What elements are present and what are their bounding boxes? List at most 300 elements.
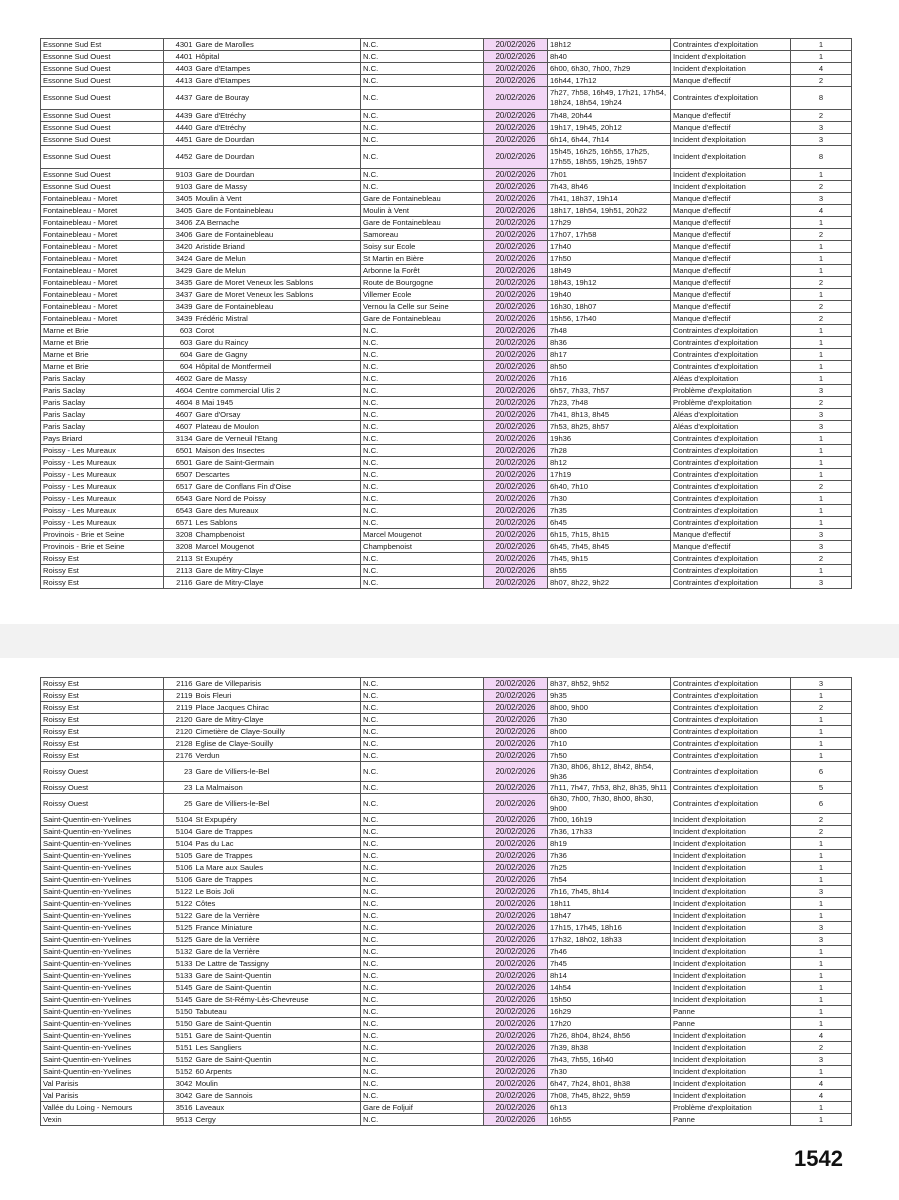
reason-cell: Incident d'exploitation	[671, 994, 791, 1006]
date-cell: 20/02/2026	[484, 690, 548, 702]
table-row	[41, 433, 852, 445]
line-number-cell: 5133	[164, 970, 194, 982]
departure-times-cell: 7h10	[548, 738, 671, 750]
date-cell: 20/02/2026	[484, 277, 548, 289]
count-cell: 4	[791, 1090, 852, 1102]
date-cell: 20/02/2026	[484, 301, 548, 313]
destination-cell: Samoreau	[361, 229, 484, 241]
count-cell: 3	[791, 577, 852, 589]
destination-cell: N.C.	[361, 122, 484, 134]
count-cell: 2	[791, 110, 852, 122]
stop-cell: Gare de Bouray	[194, 87, 361, 110]
date-cell: 20/02/2026	[484, 289, 548, 301]
reason-cell: Contraintes d'exploitation	[671, 714, 791, 726]
stop-cell: St Exupéry	[194, 553, 361, 565]
reason-cell: Incident d'exploitation	[671, 1054, 791, 1066]
table-body	[41, 39, 852, 589]
count-cell: 4	[791, 1078, 852, 1090]
stop-cell: Gare de Saint-Quentin	[194, 1054, 361, 1066]
table-row	[41, 361, 852, 373]
destination-cell: N.C.	[361, 421, 484, 433]
reason-cell: Contraintes d'exploitation	[671, 702, 791, 714]
line-number-cell: 4413	[164, 75, 194, 87]
network-cell: Roissy Est	[41, 750, 164, 762]
destination-cell: N.C.	[361, 469, 484, 481]
departure-times-cell: 17h40	[548, 241, 671, 253]
stop-cell: Gare de la Verrière	[194, 910, 361, 922]
reason-cell: Manque d'effectif	[671, 253, 791, 265]
table-row	[41, 982, 852, 994]
stop-cell: Côtes	[194, 898, 361, 910]
reason-cell: Manque d'effectif	[671, 289, 791, 301]
destination-cell: N.C.	[361, 958, 484, 970]
stop-cell: Gare d'Etréchy	[194, 110, 361, 122]
date-cell: 20/02/2026	[484, 181, 548, 193]
date-cell: 20/02/2026	[484, 910, 548, 922]
date-cell: 20/02/2026	[484, 51, 548, 63]
destination-cell: N.C.	[361, 169, 484, 181]
stop-cell: Moulin	[194, 1078, 361, 1090]
line-number-cell: 6507	[164, 469, 194, 481]
destination-cell: N.C.	[361, 1030, 484, 1042]
count-cell: 2	[791, 397, 852, 409]
date-cell: 20/02/2026	[484, 898, 548, 910]
stop-cell: Hôpital de Montfermeil	[194, 361, 361, 373]
reason-cell: Problème d'exploitation	[671, 385, 791, 397]
date-cell: 20/02/2026	[484, 577, 548, 589]
departure-times-cell: 7h46	[548, 946, 671, 958]
stop-cell: Les Sangliers	[194, 1042, 361, 1054]
line-number-cell: 2113	[164, 553, 194, 565]
reason-cell: Contraintes d'exploitation	[671, 577, 791, 589]
network-cell: Poissy - Les Mureaux	[41, 517, 164, 529]
date-cell: 20/02/2026	[484, 122, 548, 134]
departure-times-cell: 18h11	[548, 898, 671, 910]
date-cell: 20/02/2026	[484, 762, 548, 782]
reason-cell: Contraintes d'exploitation	[671, 361, 791, 373]
reason-cell: Contraintes d'exploitation	[671, 517, 791, 529]
line-number-cell: 3042	[164, 1090, 194, 1102]
stop-cell: Gare de Massy	[194, 373, 361, 385]
departure-times-cell: 8h07, 8h22, 9h22	[548, 577, 671, 589]
destination-cell: N.C.	[361, 457, 484, 469]
network-cell: Poissy - Les Mureaux	[41, 457, 164, 469]
reason-cell: Incident d'exploitation	[671, 934, 791, 946]
date-cell: 20/02/2026	[484, 702, 548, 714]
date-cell: 20/02/2026	[484, 1090, 548, 1102]
table-row	[41, 1114, 852, 1126]
network-cell: Saint-Quentin-en-Yvelines	[41, 994, 164, 1006]
count-cell: 2	[791, 181, 852, 193]
table-row	[41, 1030, 852, 1042]
table-row	[41, 122, 852, 134]
network-cell: Saint-Quentin-en-Yvelines	[41, 982, 164, 994]
count-cell: 3	[791, 134, 852, 146]
table-row	[41, 529, 852, 541]
table-row	[41, 110, 852, 122]
destination-cell: N.C.	[361, 134, 484, 146]
count-cell: 1	[791, 1102, 852, 1114]
line-number-cell: 2176	[164, 750, 194, 762]
reason-cell: Contraintes d'exploitation	[671, 553, 791, 565]
reason-cell: Contraintes d'exploitation	[671, 445, 791, 457]
table-row	[41, 289, 852, 301]
departure-times-cell: 18h43, 19h12	[548, 277, 671, 289]
departure-times-cell: 7h54	[548, 874, 671, 886]
stop-cell: ZA Bernache	[194, 217, 361, 229]
line-number-cell: 5125	[164, 934, 194, 946]
departure-times-cell: 17h50	[548, 253, 671, 265]
table-row	[41, 750, 852, 762]
date-cell: 20/02/2026	[484, 726, 548, 738]
departure-times-cell: 7h00, 16h19	[548, 814, 671, 826]
departure-times-cell: 7h41, 18h37, 19h14	[548, 193, 671, 205]
count-cell: 1	[791, 874, 852, 886]
date-cell: 20/02/2026	[484, 457, 548, 469]
date-cell: 20/02/2026	[484, 922, 548, 934]
departure-times-cell: 8h00, 9h00	[548, 702, 671, 714]
departure-times-cell: 7h50	[548, 750, 671, 762]
network-cell: Essonne Sud Ouest	[41, 169, 164, 181]
count-cell: 6	[791, 794, 852, 814]
date-cell: 20/02/2026	[484, 146, 548, 169]
departure-times-cell: 7h30, 8h06, 8h12, 8h42, 8h54, 9h36	[548, 762, 671, 782]
table-row	[41, 63, 852, 75]
table-row	[41, 946, 852, 958]
date-cell: 20/02/2026	[484, 481, 548, 493]
count-cell: 1	[791, 457, 852, 469]
stop-cell: Centre commercial Ulis 2	[194, 385, 361, 397]
network-cell: Pays Briard	[41, 433, 164, 445]
table-row	[41, 349, 852, 361]
reason-cell: Incident d'exploitation	[671, 982, 791, 994]
destination-cell: Champbenoist	[361, 541, 484, 553]
document-page-2	[0, 658, 899, 1200]
departure-times-cell: 17h19	[548, 469, 671, 481]
date-cell: 20/02/2026	[484, 714, 548, 726]
stop-cell: Aristide Briand	[194, 241, 361, 253]
line-number-cell: 3406	[164, 229, 194, 241]
table-row	[41, 409, 852, 421]
line-number-cell: 5150	[164, 1006, 194, 1018]
date-cell: 20/02/2026	[484, 469, 548, 481]
destination-cell: N.C.	[361, 886, 484, 898]
table-row	[41, 1066, 852, 1078]
departure-times-cell: 7h39, 8h38	[548, 1042, 671, 1054]
count-cell: 1	[791, 325, 852, 337]
departure-times-cell: 6h40, 7h10	[548, 481, 671, 493]
destination-cell: N.C.	[361, 898, 484, 910]
departure-times-cell: 7h53, 8h25, 8h57	[548, 421, 671, 433]
date-cell: 20/02/2026	[484, 678, 548, 690]
date-cell: 20/02/2026	[484, 349, 548, 361]
line-number-cell: 6571	[164, 517, 194, 529]
reason-cell: Contraintes d'exploitation	[671, 726, 791, 738]
date-cell: 20/02/2026	[484, 862, 548, 874]
date-cell: 20/02/2026	[484, 385, 548, 397]
table-row	[41, 726, 852, 738]
table-row	[41, 1006, 852, 1018]
count-cell: 1	[791, 265, 852, 277]
count-cell: 1	[791, 469, 852, 481]
departure-times-cell: 6h00, 6h30, 7h00, 7h29	[548, 63, 671, 75]
destination-cell: N.C.	[361, 349, 484, 361]
table-row	[41, 313, 852, 325]
reason-cell: Incident d'exploitation	[671, 850, 791, 862]
stop-cell: Gare du Raincy	[194, 337, 361, 349]
date-cell: 20/02/2026	[484, 373, 548, 385]
count-cell: 6	[791, 762, 852, 782]
departure-times-cell: 7h41, 8h13, 8h45	[548, 409, 671, 421]
table-row	[41, 517, 852, 529]
stop-cell: Gare de Dourdan	[194, 169, 361, 181]
line-number-cell: 5151	[164, 1030, 194, 1042]
network-cell: Saint-Quentin-en-Yvelines	[41, 1018, 164, 1030]
departure-times-cell: 6h15, 7h15, 8h15	[548, 529, 671, 541]
count-cell: 1	[791, 750, 852, 762]
stop-cell: Gare de St-Rémy-Lès-Chevreuse	[194, 994, 361, 1006]
line-number-cell: 5106	[164, 862, 194, 874]
network-cell: Fontainebleau - Moret	[41, 253, 164, 265]
departure-times-cell: 7h23, 7h48	[548, 397, 671, 409]
destination-cell: N.C.	[361, 738, 484, 750]
line-number-cell: 3406	[164, 217, 194, 229]
table-row	[41, 169, 852, 181]
table-row	[41, 794, 852, 814]
table-row	[41, 738, 852, 750]
network-cell: Fontainebleau - Moret	[41, 289, 164, 301]
line-number-cell: 4452	[164, 146, 194, 169]
table-row	[41, 505, 852, 517]
table-row	[41, 862, 852, 874]
reason-cell: Incident d'exploitation	[671, 814, 791, 826]
reason-cell: Contraintes d'exploitation	[671, 433, 791, 445]
date-cell: 20/02/2026	[484, 205, 548, 217]
table-row	[41, 241, 852, 253]
reason-cell: Incident d'exploitation	[671, 874, 791, 886]
destination-cell: N.C.	[361, 1114, 484, 1126]
departure-times-cell: 6h45, 7h45, 8h45	[548, 541, 671, 553]
departure-times-cell: 7h11, 7h47, 7h53, 8h2, 8h35, 9h11	[548, 782, 671, 794]
destination-cell: N.C.	[361, 361, 484, 373]
table-row	[41, 886, 852, 898]
table-row	[41, 970, 852, 982]
network-cell: Fontainebleau - Moret	[41, 217, 164, 229]
stop-cell: Gare de Melun	[194, 253, 361, 265]
network-cell: Saint-Quentin-en-Yvelines	[41, 946, 164, 958]
table-row	[41, 481, 852, 493]
count-cell: 1	[791, 714, 852, 726]
departure-times-cell: 7h01	[548, 169, 671, 181]
stop-cell: Gare de Trappes	[194, 826, 361, 838]
departure-times-cell: 9h35	[548, 690, 671, 702]
date-cell: 20/02/2026	[484, 313, 548, 325]
table-row	[41, 301, 852, 313]
departure-times-cell: 19h17, 19h45, 20h12	[548, 122, 671, 134]
destination-cell: N.C.	[361, 1006, 484, 1018]
date-cell: 20/02/2026	[484, 1054, 548, 1066]
departure-times-cell: 7h16	[548, 373, 671, 385]
departure-times-cell: 7h48, 20h44	[548, 110, 671, 122]
table-row	[41, 469, 852, 481]
network-cell: Fontainebleau - Moret	[41, 229, 164, 241]
count-cell: 2	[791, 229, 852, 241]
date-cell: 20/02/2026	[484, 794, 548, 814]
destination-cell: N.C.	[361, 1090, 484, 1102]
departure-times-cell: 18h47	[548, 910, 671, 922]
reason-cell: Manque d'effectif	[671, 75, 791, 87]
network-cell: Saint-Quentin-en-Yvelines	[41, 898, 164, 910]
destination-cell: N.C.	[361, 826, 484, 838]
departure-times-cell: 7h43, 7h55, 16h40	[548, 1054, 671, 1066]
count-cell: 1	[791, 910, 852, 922]
network-cell: Roissy Est	[41, 577, 164, 589]
date-cell: 20/02/2026	[484, 75, 548, 87]
network-cell: Fontainebleau - Moret	[41, 193, 164, 205]
reason-cell: Incident d'exploitation	[671, 838, 791, 850]
destination-cell: N.C.	[361, 838, 484, 850]
departure-times-cell: 16h44, 17h12	[548, 75, 671, 87]
table-row	[41, 87, 852, 110]
table-row	[41, 193, 852, 205]
network-cell: Fontainebleau - Moret	[41, 265, 164, 277]
stop-cell: Descartes	[194, 469, 361, 481]
date-cell: 20/02/2026	[484, 361, 548, 373]
reason-cell: Contraintes d'exploitation	[671, 457, 791, 469]
count-cell: 1	[791, 982, 852, 994]
destination-cell: N.C.	[361, 850, 484, 862]
departure-times-cell: 7h45	[548, 958, 671, 970]
date-cell: 20/02/2026	[484, 565, 548, 577]
count-cell: 1	[791, 493, 852, 505]
network-cell: Marne et Brie	[41, 361, 164, 373]
departure-times-cell: 19h36	[548, 433, 671, 445]
stop-cell: Gare de Sannois	[194, 1090, 361, 1102]
departure-times-cell: 8h36	[548, 337, 671, 349]
departure-times-cell: 8h19	[548, 838, 671, 850]
departure-times-cell: 17h20	[548, 1018, 671, 1030]
date-cell: 20/02/2026	[484, 970, 548, 982]
reason-cell: Incident d'exploitation	[671, 958, 791, 970]
destination-cell: N.C.	[361, 373, 484, 385]
table-row	[41, 39, 852, 51]
stop-cell: Tabuteau	[194, 1006, 361, 1018]
stop-cell: Le Bois Joli	[194, 886, 361, 898]
destination-cell: N.C.	[361, 1054, 484, 1066]
destination-cell: N.C.	[361, 505, 484, 517]
count-cell: 2	[791, 481, 852, 493]
destination-cell: N.C.	[361, 678, 484, 690]
reason-cell: Contraintes d'exploitation	[671, 762, 791, 782]
network-cell: Marne et Brie	[41, 337, 164, 349]
destination-cell: N.C.	[361, 51, 484, 63]
line-number-cell: 604	[164, 349, 194, 361]
count-cell: 1	[791, 946, 852, 958]
stop-cell: Laveaux	[194, 1102, 361, 1114]
line-number-cell: 9513	[164, 1114, 194, 1126]
destination-cell: N.C.	[361, 553, 484, 565]
destination-cell: N.C.	[361, 325, 484, 337]
count-cell: 1	[791, 39, 852, 51]
destination-cell: N.C.	[361, 946, 484, 958]
departure-times-cell: 7h25	[548, 862, 671, 874]
destination-cell: N.C.	[361, 862, 484, 874]
destination-cell: Gare de Fontainebleau	[361, 193, 484, 205]
table-row	[41, 922, 852, 934]
stop-cell: Gare de la Verrière	[194, 934, 361, 946]
network-cell: Saint-Quentin-en-Yvelines	[41, 1042, 164, 1054]
date-cell: 20/02/2026	[484, 1042, 548, 1054]
reason-cell: Manque d'effectif	[671, 265, 791, 277]
network-cell: Poissy - Les Mureaux	[41, 493, 164, 505]
date-cell: 20/02/2026	[484, 265, 548, 277]
destination-cell: Gare de Fontainebleau	[361, 217, 484, 229]
table-row	[41, 253, 852, 265]
destination-cell: Gare de Foljuif	[361, 1102, 484, 1114]
count-cell: 1	[791, 445, 852, 457]
count-cell: 1	[791, 565, 852, 577]
stop-cell: Gare d'Etampes	[194, 75, 361, 87]
stop-cell: Gare de Villeparisis	[194, 678, 361, 690]
departure-times-cell: 8h40	[548, 51, 671, 63]
departure-times-cell: 6h57, 7h33, 7h57	[548, 385, 671, 397]
network-cell: Fontainebleau - Moret	[41, 241, 164, 253]
departure-times-cell: 17h15, 17h45, 18h16	[548, 922, 671, 934]
destination-cell: N.C.	[361, 493, 484, 505]
table-row	[41, 1090, 852, 1102]
network-cell: Essonne Sud Ouest	[41, 122, 164, 134]
count-cell: 3	[791, 409, 852, 421]
stop-cell: La Malmaison	[194, 782, 361, 794]
destination-cell: N.C.	[361, 970, 484, 982]
date-cell: 20/02/2026	[484, 445, 548, 457]
network-cell: Marne et Brie	[41, 325, 164, 337]
count-cell: 1	[791, 1018, 852, 1030]
departure-times-cell: 18h12	[548, 39, 671, 51]
line-number-cell: 4604	[164, 385, 194, 397]
departure-times-cell: 7h30	[548, 493, 671, 505]
date-cell: 20/02/2026	[484, 193, 548, 205]
network-cell: Essonne Sud Ouest	[41, 181, 164, 193]
count-cell: 3	[791, 1054, 852, 1066]
network-cell: Saint-Quentin-en-Yvelines	[41, 874, 164, 886]
line-number-cell: 4440	[164, 122, 194, 134]
line-number-cell: 4604	[164, 397, 194, 409]
table-row	[41, 958, 852, 970]
line-number-cell: 23	[164, 782, 194, 794]
destination-cell: N.C.	[361, 762, 484, 782]
departure-times-cell: 7h35	[548, 505, 671, 517]
table-row	[41, 850, 852, 862]
stop-cell: Gare de Trappes	[194, 874, 361, 886]
reason-cell: Contraintes d'exploitation	[671, 505, 791, 517]
reason-cell: Manque d'effectif	[671, 541, 791, 553]
date-cell: 20/02/2026	[484, 814, 548, 826]
stop-cell: Gare de Dourdan	[194, 134, 361, 146]
count-cell: 2	[791, 75, 852, 87]
reason-cell: Incident d'exploitation	[671, 970, 791, 982]
date-cell: 20/02/2026	[484, 253, 548, 265]
reason-cell: Contraintes d'exploitation	[671, 678, 791, 690]
line-number-cell: 5152	[164, 1054, 194, 1066]
departure-times-cell: 17h07, 17h58	[548, 229, 671, 241]
network-cell: Roissy Est	[41, 738, 164, 750]
line-number-cell: 3405	[164, 205, 194, 217]
line-number-cell: 2119	[164, 702, 194, 714]
line-number-cell: 5133	[164, 958, 194, 970]
destination-cell: Vernou la Celle sur Seine	[361, 301, 484, 313]
count-cell: 1	[791, 690, 852, 702]
